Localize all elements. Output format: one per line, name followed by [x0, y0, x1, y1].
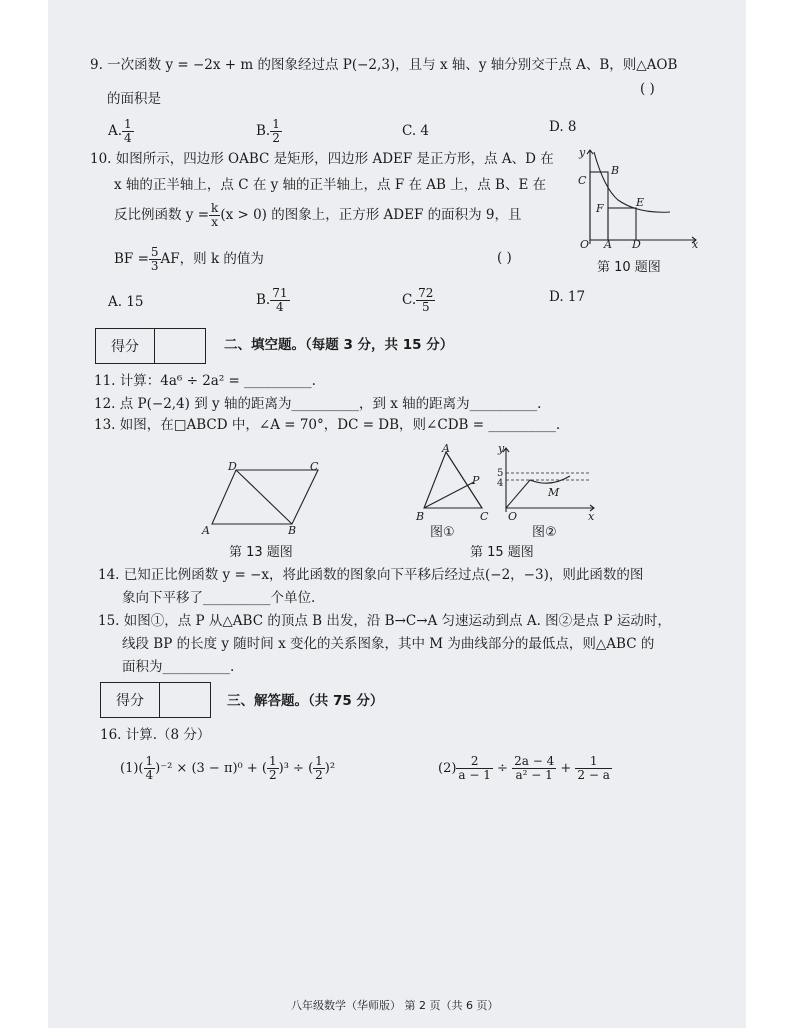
q15-sub2: 图② [532, 525, 557, 540]
q10-option-d: D. 17 [549, 289, 586, 305]
q16-part2: (2) $\frac{2}{a - 1}$ ÷ $\frac{2a - 4}{\text{a² − 1}}$ + $\frac{1}{2 - a}$ [438, 754, 610, 782]
q9-line2: 的面积是 [107, 91, 161, 107]
q15-tick-4: 4 [497, 478, 504, 489]
q13-figure-caption: 第 13 题图 [229, 545, 293, 560]
q14-line1: 14. 已知正比例函数 y = −x，将此函数的图象向下平移后经过点(−2，−3)，则此函数的图 [98, 567, 644, 583]
q10-label-c: C [578, 174, 587, 187]
q9-option-b: B. $\frac{1}{2}$ [256, 117, 280, 145]
q15-label-y: y [498, 442, 505, 455]
q10-label-b: B [611, 164, 620, 177]
section3-title: 三、解答题。（共 75 分） [227, 693, 384, 709]
q13-label-d: D [228, 460, 237, 473]
q15-label-a: A [442, 442, 450, 455]
section3-score-box [100, 682, 211, 718]
q9-option-d: D. 8 [549, 119, 577, 135]
q10-label-e: E [636, 196, 645, 209]
q15-figure-caption: 第 15 题图 [470, 545, 534, 560]
q11: 11. 计算：4a⁶ ÷ 2a² = __________. [94, 373, 316, 389]
q10-label-a: A [604, 238, 612, 249]
section3-score-cell[interactable] [160, 683, 210, 717]
q9-option-c: C. 4 [402, 123, 430, 139]
q12: 12. 点 P(−2,4) 到 y 轴的距离为__________，到 x 轴的距离为__________. [94, 396, 542, 412]
q10-label-y: y [579, 146, 586, 159]
q16-title: 16. 计算.（8 分） [100, 727, 211, 743]
q10-figure-caption: 第 10 题图 [597, 260, 661, 275]
section3-score-label: 得分 [101, 683, 160, 717]
q13-label-c: C [310, 460, 319, 473]
q13-figure [198, 458, 334, 538]
q10-answer-paren: ( ) [497, 250, 512, 266]
q10-line3: 反比例函数 y = $\frac{k}{x}$ (x > 0) 的图象上，正方形 ADEF 的面积为 9，且 [114, 201, 522, 229]
q9-line1: 9. 一次函数 y = −2x + m 的图象经过点 P(−2,3)，且与 x 轴、y 轴分别交于点 A、B，则△AOB [90, 57, 678, 73]
q10-label-f: F [596, 202, 604, 215]
q10-option-b: B. $\frac{71}{4}$ [256, 286, 288, 314]
q10-label-d: D [632, 238, 641, 249]
q15-sub1: 图① [430, 525, 455, 540]
q10-line2: x 轴的正半轴上，点 C 在 y 轴的正半轴上，点 F 在 AB 上，点 B、E 在 [114, 177, 547, 193]
q9-answer-paren: ( ) [640, 81, 655, 97]
q13-label-b: B [288, 524, 297, 537]
q13-label-a: A [202, 524, 210, 537]
section2-title: 二、填空题。（每题 3 分，共 15 分） [224, 337, 454, 353]
section2-score-box [95, 328, 206, 364]
q10-option-c: C. $\frac{72}{5}$ [402, 286, 434, 314]
q15-label-p: P [472, 474, 480, 487]
q15-label-m: M [548, 486, 560, 499]
q10-line4: BF = $\frac{5}{3}$ AF，则 k 的值为 [114, 245, 264, 273]
section2-score-cell[interactable] [155, 329, 205, 363]
q15-label-x: x [588, 510, 595, 523]
q15-line1: 15. 如图①，点 P 从△ABC 的顶点 B 出发，沿 B→C→A 匀速运动到点 A. 图②是点 P 运动时， [98, 613, 671, 629]
q9-option-a: A. $\frac{1}{4}$ [108, 117, 132, 145]
q13: 13. 如图，在□ABCD 中，∠A = 70°，DC = DB，则∠CDB = __________. [94, 417, 561, 433]
q10-line1: 10. 如图所示，四边形 OABC 是矩形，四边形 ADEF 是正方形，点 A、D 在 [90, 151, 554, 167]
section2-score-label: 得分 [96, 329, 155, 363]
q15-tick-5: 5 [497, 468, 504, 479]
q10-label-o: O [580, 238, 590, 249]
q16-part1: (1)( $\frac{1}{4}$ )⁻² × (3 − π)⁰ + ( $\frac{1}{2}$ )³ ÷ ( $\frac{1}{2}$ )² [120, 754, 336, 782]
q10-option-a: A. 15 [108, 294, 144, 310]
q14-line2: 象向下平移了__________个单位. [122, 590, 316, 606]
q15-line2: 线段 BP 的长度 y 随时间 x 变化的关系图象，其中 M 为曲线部分的最低点，则△ABC 的 [122, 636, 655, 652]
q15-label-b: B [416, 510, 425, 523]
q15-label-c: C [480, 510, 489, 523]
q10-figure [570, 144, 700, 249]
q15-line3: 面积为__________. [122, 659, 235, 675]
q10-label-x: x [692, 238, 699, 249]
page-footer: 八年级数学（华师版） 第 2 页（共 6 页） [291, 999, 499, 1012]
q15-label-o: O [508, 510, 518, 523]
